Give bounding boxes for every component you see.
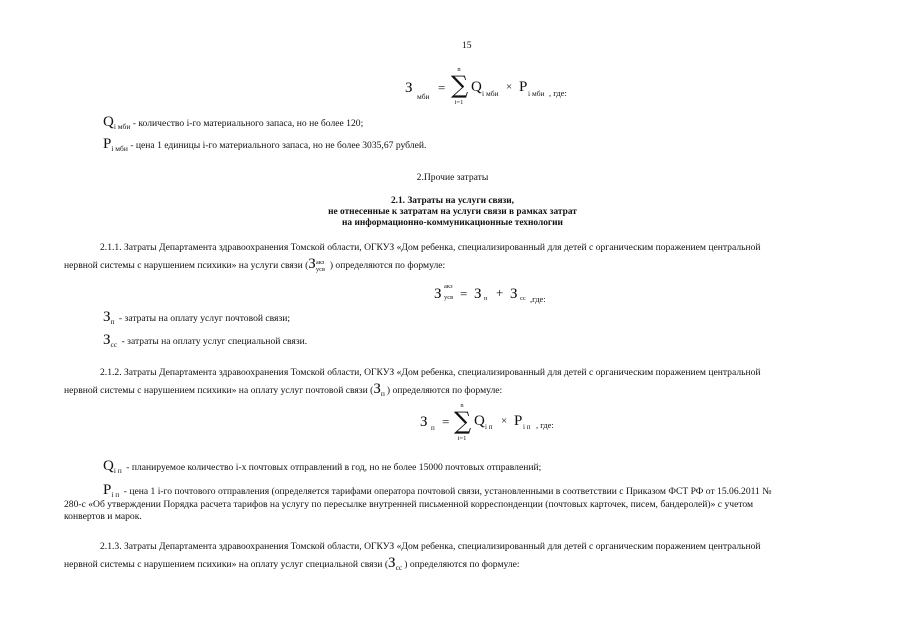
- formula-lhs-sub: усв: [444, 294, 454, 301]
- def-text: - цена 1 единицы i-го материального запаса, но не более 3035,67 рублей.: [127, 140, 427, 151]
- def-text: - затраты на оплату услуг специальной связи.: [119, 336, 308, 347]
- formula-communication: [434, 283, 574, 309]
- formula-lhs-sup: акз: [444, 283, 453, 290]
- def-text: - количество i-го материального запаса, но не более 120;: [130, 118, 364, 129]
- inline-symbol-indices: акз усв: [315, 258, 326, 273]
- formula-term-b-sub: сс: [520, 295, 526, 302]
- formula-p-sub: i п: [523, 423, 531, 431]
- definition-zp: [103, 311, 290, 325]
- paragraph-line: [64, 258, 875, 273]
- def-symbol-sub: i мби: [111, 144, 128, 153]
- paragraph-line: [64, 557, 875, 571]
- paragraph-line: [64, 383, 875, 397]
- inline-symbol-sub: п: [380, 389, 385, 398]
- formula-lhs: З: [405, 80, 413, 96]
- formula-times: ×: [501, 415, 508, 427]
- formula-tail: , где:: [536, 420, 554, 430]
- definition-p-postal: [64, 484, 875, 523]
- formula-plus: +: [496, 285, 504, 300]
- def-symbol: Q: [103, 114, 114, 130]
- formula-q: Q: [471, 79, 482, 95]
- paragraph-line: 2.1.1. Затраты Департамента здравоохранения Томской области, ОГКУЗ «Дом ребенка, специализированный для детей с органическим поражением центральной: [100, 242, 761, 253]
- paragraph-line: [64, 484, 875, 498]
- definition-p-material: [103, 138, 426, 152]
- paragraph-line: 2.1.2. Затраты Департамента здравоохранения Томской области, ОГКУЗ «Дом ребенка, специализированный для детей с органическим поражением центральной: [100, 367, 761, 378]
- formula-equals: =: [460, 286, 468, 301]
- paragraph-2-1-3: [64, 541, 875, 571]
- formula-lhs: З: [420, 414, 428, 430]
- sum-symbol: ∑: [451, 71, 469, 99]
- formula-p-sub: i мби: [528, 89, 545, 98]
- formula-p: P: [519, 79, 528, 95]
- paragraph-2-1-2: [64, 367, 875, 397]
- formula-equals: =: [442, 414, 450, 429]
- formula-p: P: [514, 413, 523, 429]
- paragraph-line: конвертов и марок.: [64, 511, 142, 522]
- def-text: - затраты на оплату услуг почтовой связи;: [116, 313, 291, 324]
- definition-q-postal: [103, 460, 541, 474]
- paragraph-line: 280-с «Об утверждении Порядка расчета тарифов на услугу по пересылке внутренней письменной корреспонденции (почтовых карточек, писем, бандеролей)» с учетом: [64, 499, 754, 510]
- page-number: 15: [462, 40, 472, 51]
- formula-term-a-sub: п: [484, 295, 488, 302]
- def-symbol-sub: сс: [110, 340, 118, 349]
- formula-term-a: З: [474, 286, 482, 302]
- sum-lower-limit: i=1: [457, 435, 467, 442]
- def-symbol-sub: п: [110, 317, 115, 326]
- inline-symbol: З: [308, 256, 316, 272]
- formula-q: Q: [474, 413, 485, 429]
- paragraph-text: нервной системы с нарушением психики» на оплату услуг почтовой связи (: [64, 385, 374, 396]
- subsection-heading: [0, 196, 905, 229]
- sum-symbol: ∑: [454, 407, 472, 435]
- subsection-line-3: на информационно-коммуникационные технологии: [342, 218, 563, 228]
- formula-lhs-sub: п: [431, 424, 435, 432]
- sum-lower-limit: i=1: [454, 99, 464, 106]
- def-symbol-sub: i мби: [113, 122, 131, 131]
- formula-q-sub: i мби: [482, 89, 499, 98]
- formula-tail: , где:: [549, 88, 567, 98]
- def-text: - цена 1 i-го почтового отправления (определяется тарифами оператора почтовой связи, установленными в соответствии с Приказом ФСТ РФ от 15.06.2011 №: [121, 486, 772, 497]
- formula-tail: ,где:: [530, 294, 546, 304]
- def-symbol: P: [103, 482, 112, 498]
- definition-q-material: [103, 116, 363, 130]
- def-symbol-sub: i п: [113, 466, 122, 475]
- paragraph-text: нервной системы с нарушением психики» на услуги связи (: [64, 260, 309, 271]
- inline-symbol: З: [373, 381, 381, 397]
- subsection-line-2: не отнесенные к затратам на услуги связи в рамках затрат: [328, 207, 577, 217]
- def-symbol: P: [103, 136, 112, 152]
- inline-symbol-sub: сс: [395, 563, 403, 572]
- formula-equals: =: [438, 80, 446, 95]
- formula-times: ×: [506, 81, 513, 93]
- paragraph-text: нервной системы с нарушением психики» на оплату услуг специальной связи (: [64, 559, 389, 570]
- inline-symbol: З: [388, 555, 396, 571]
- section-heading: 2.Прочие затраты: [416, 172, 489, 183]
- def-symbol: Q: [103, 458, 114, 474]
- def-symbol: З: [103, 332, 111, 348]
- paragraph-text: ) определяются по формуле:: [329, 260, 446, 271]
- formula-postal: [420, 400, 620, 446]
- formula-lhs: З: [434, 286, 442, 302]
- sum-upper-limit: n: [460, 402, 464, 409]
- paragraph-text: ) определяются по формуле:: [386, 385, 503, 396]
- def-symbol: З: [103, 309, 111, 325]
- formula-q-sub: i п: [485, 423, 493, 431]
- formula-lhs-sub: мби: [417, 92, 430, 101]
- def-text: - планируемое количество i-х почтовых отправлений в год, но не более 15000 почтовых отправлений;: [123, 462, 542, 473]
- formula-material-costs: [405, 66, 605, 112]
- def-symbol-sub: i п: [111, 490, 120, 499]
- paragraph-line: 2.1.3. Затраты Департамента здравоохранения Томской области, ОГКУЗ «Дом ребенка, специализированный для детей с органическим поражением центральной: [100, 541, 761, 552]
- definition-zss: [103, 334, 307, 348]
- sum-upper-limit: n: [457, 66, 461, 73]
- formula-term-b: З: [510, 286, 518, 302]
- paragraph-2-1-1: [64, 242, 875, 273]
- subsection-line-1: 2.1. Затраты на услуги связи,: [390, 196, 515, 206]
- paragraph-text: ) определяются по формуле:: [404, 559, 520, 570]
